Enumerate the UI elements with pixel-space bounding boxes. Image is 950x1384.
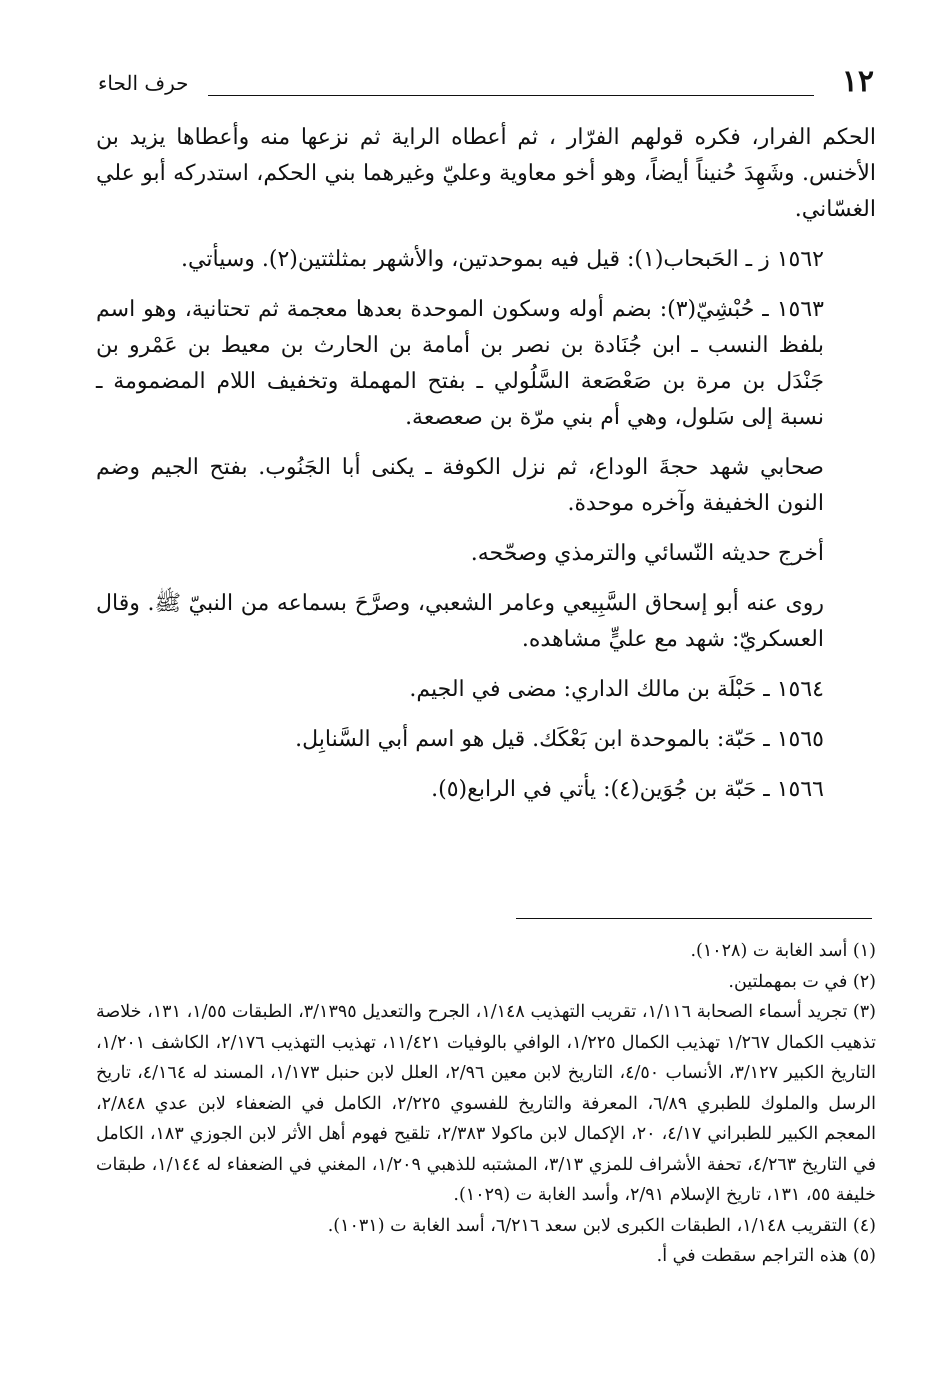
footnote-3: (٣) تجريد أسماء الصحابة ١/١١٦، تقريب التهذيب ١/١٤٨، الجرح والتعديل ٣/١٣٩٥، الطبقات ١/٥٥، ١٣١، خلاصة تذهيب الكمال ١/٢٦٧ تهذيب الكمال ١/٢٢٥، الوافي بالوفيات ١١/٤٢١، تهذيب التهذيب ٢/١٧٦، الكاشف ١/٢٠١، التاريخ الكبير ٣/١٢٧، الأنساب ٤/٥٠، التاريخ لابن معين ٢/٩٦، العلل لابن حنبل ١/١٧٣، المسند له ٤/١٦٤، تاريخ الرسل والملوك للطبري ٦/٨٩، المعرفة والتاريخ للفسوي ٢/٢٢٥، الكامل في الضعفاء لابن عدي ٢/٨٤٨، المعجم الكبير للطبراني ٤/١٧، ٢٠، الإكمال لابن ماكولا ٢/٣٨٣، تلقيح فهوم أهل الأثر لابن الجوزي ١٨٣، الكامل في التاريخ ٤/٢٦٣، تحفة الأشراف للمزي ٣/١٣، المشتبه للذهبي ١/٢٠٩، المغني في الضعفاء له ١/١٤٤، طبقات خليفة ٥٥، ١٣١، تاريخ الإسلام ٢/٩١، وأسد الغابة ت (١٠٢٩).	[96, 1002, 877, 1205]
page-number: ١٢	[841, 64, 874, 99]
footnote-5: (٥) هذه التراجم سقطت في أ.	[656, 1246, 876, 1266]
footnote-separator	[516, 918, 872, 919]
paragraph: أخرج حديثه النّسائي والترمذي وصحّحه.	[470, 541, 824, 566]
entry-1565: ١٥٦٥ ـ حَبّة: بالموحدة ابن بَعْكَك. قيل هو اسم أبي السَّنابِل.	[295, 727, 824, 752]
running-header	[98, 62, 874, 102]
footnote-2: (٢) في ت بمهملتين.	[728, 971, 876, 992]
footnotes	[96, 936, 876, 1272]
paragraph: الحكم الفرار، فكره قولهم الفرّار ، ثم أعطاه الراية ثم نزعها منه وأعطاها يزيد بن الأخنس. وشَهِدَ حُنيناً أيضاً، وهو أخو معاوية وعليّ وغيرهما بني الحكم، استدركه أبو علي الغسّاني.	[96, 125, 876, 222]
entry-1566: ١٥٦٦ ـ حَبّة بن جُوَين(٤): يأتي في الرابع(٥).	[431, 777, 824, 802]
running-title: حرف الحاء	[98, 71, 189, 95]
paragraph: صحابي شهد حجةَ الوداع، ثم نزل الكوفة ـ يكنى أبا الجَنُوب. بفتح الجيم وضم النون الخفيفة وآخره موحدة.	[96, 455, 824, 516]
header-rule	[208, 95, 814, 96]
main-text	[96, 120, 876, 822]
paragraph: روى عنه أبو إسحاق السَّبِيعي وعامر الشعبي، وصرَّحَ بسماعه من النبيّ ﷺ. وقال العسكريّ: شهد مع عليٍّ مشاهده.	[96, 591, 824, 652]
footnote-1: (١) أسد الغابة ت (١٠٢٨).	[690, 941, 876, 961]
entry-1564: ١٥٦٤ ـ حَبْلَة بن مالك الداري: مضى في الجيم.	[409, 677, 824, 702]
footnote-4: (٤) التقريب ١/١٤٨، الطبقات الكبرى لابن سعد ٦/٢١٦، أسد الغابة ت (١٠٣١).	[327, 1215, 876, 1236]
entry-1563: ١٥٦٣ ـ حُبْشِيّ(٣): بضم أوله وسكون الموحدة بعدها معجمة ثم تحتانية، وهو اسم بلفظ النسب ـ ابن جُنَادة بن نصر بن أمامة بن الحارث بن معيط بن عَمْرو بن جَنْدَل بن مرة بن صَعْصَعة السَّلُولي ـ بفتح المهملة وتخفيف اللام المضمومة ـ نسبة إلى سَلول، وهي أم بني مرّة بن صعصعة.	[96, 297, 824, 430]
entry-1562: ١٥٦٢ ز ـ الحَبحاب(١): قيل فيه بموحدتين، والأشهر بمثلثتين(٢). وسيأتي.	[181, 247, 824, 272]
